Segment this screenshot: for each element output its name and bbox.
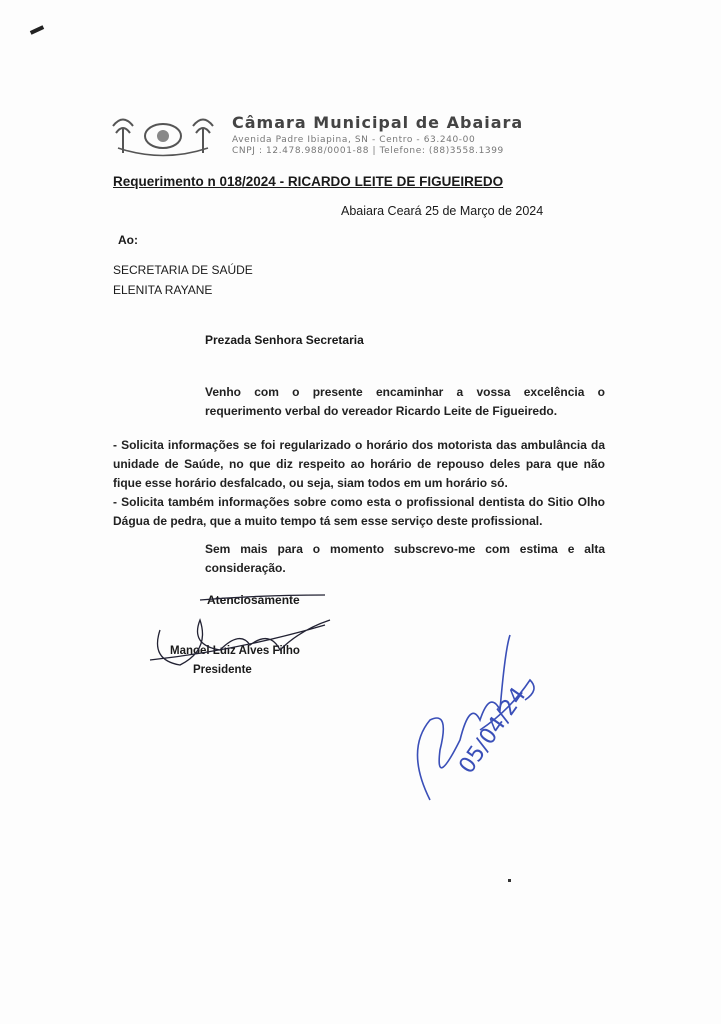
received-date: 05/04/24 [454, 683, 532, 779]
intro-paragraph: Venho com o presente encaminhar a vossa excelência o requerimento verbal do vereador Ricardo Leite de Figueiredo. [205, 385, 605, 418]
scan-dot [508, 879, 511, 882]
org-contact: CNPJ : 12.478.988/0001-88 | Telefone: (88)3558.1399 [232, 146, 504, 156]
scan-mark [30, 25, 44, 35]
org-address: Avenida Padre Ibiapina, SN - Centro - 63.240-00 [232, 135, 476, 145]
request-item: - Solicita informações se foi regularizado o horário dos motorista das ambulância da unidade de Saúde, no que diz respeito ao horário de repouso deles para que não fique esse horário desfalcado, ou seja, siam todos em um horário só. [113, 438, 605, 490]
logo-icon [108, 108, 223, 163]
received-signature [400, 630, 560, 820]
salutation: Prezada Senhora Secretaria [205, 333, 364, 347]
request-item: - Solicita também informações sobre como esta o profissional dentista do Sitio Olho Dágua de pedra, que a muito tempo tá sem esse serviço deste profissional. [113, 495, 605, 528]
signer-role: Presidente [193, 664, 252, 676]
closing-paragraph: Sem mais para o momento subscrevo-me com estima e alta consideração. [205, 542, 605, 575]
document-title: Requerimento n 018/2024 - RICARDO LEITE DE FIGUEIREDO [113, 174, 504, 189]
signer-name: Manoel Luiz Alves Filho [170, 645, 300, 657]
date-line: Abaiara Ceará 25 de Março de 2024 [341, 204, 544, 218]
org-name: Câmara Municipal de Abaiara [232, 113, 524, 132]
recipient-dept: SECRETARIA DE SAÚDE [113, 263, 253, 277]
president-signature [140, 590, 340, 700]
regards: Atenciosamente [207, 593, 300, 607]
to-label: Ao: [118, 233, 138, 247]
request-list [113, 436, 605, 531]
recipient-name: ELENITA RAYANE [113, 283, 213, 297]
